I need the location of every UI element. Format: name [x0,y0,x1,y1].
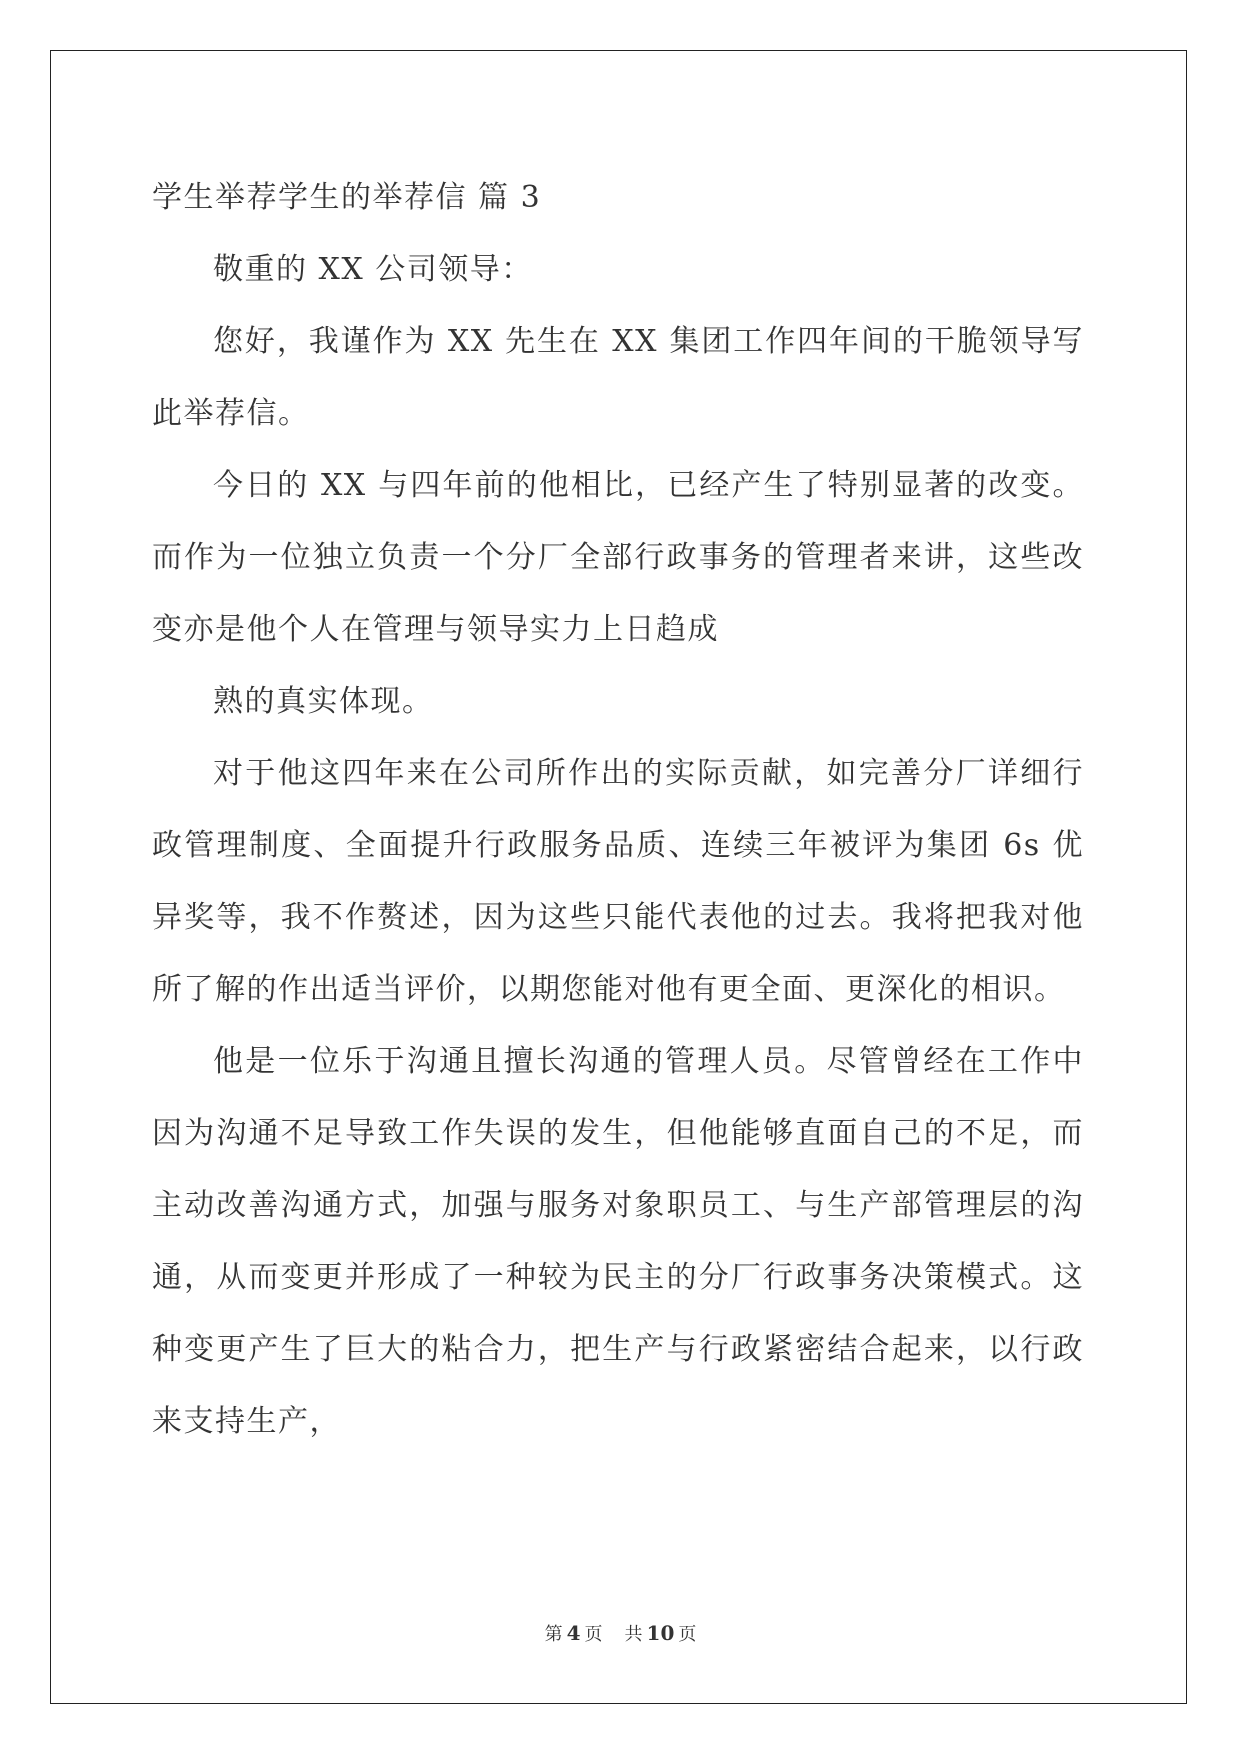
footer-page-number: 4 [566,1621,581,1645]
footer-total-pages: 10 [646,1621,675,1645]
footer-total-prefix: 共 [624,1624,643,1645]
document-body [152,162,1084,1458]
footer-prefix: 第 [544,1624,563,1645]
footer-total-suffix: 页 [678,1624,697,1645]
paragraph-communication: 他是一位乐于沟通且擅长沟通的管理人员。尽管曾经在工作中因为沟通不足导致工作失误的发生，但他能够直面自己的不足，而主动改善沟通方式，加强与服务对象职员工、与生产部管理层的沟通，从而变更并形成了一种较为民主的分厂行政事务决策模式。这种变更产生了巨大的粘合力，把生产与行政紧密结合起来，以行政来支持生产， [152,1044,1084,1439]
paragraph-change: 今日的 XX 与四年前的他相比，已经产生了特别显著的改变。而作为一位独立负责一个分厂全部行政事务的管理者来讲，这些改变亦是他个人在管理与领导实力上日趋成 [152,468,1084,647]
paragraph-salutation: 敬重的 XX 公司领导： [213,252,533,287]
footer-page-suffix: 页 [584,1624,603,1645]
paragraph-mature: 熟的真实体现。 [213,684,434,719]
paragraph-greeting: 您好，我谨作为 XX 先生在 XX 集团工作四年间的干脆领导写此举荐信。 [152,324,1084,431]
paragraph-contribution: 对于他这四年来在公司所作出的实际贡献，如完善分厂详细行政管理制度、全面提升行政服务品质、连续三年被评为集团 6s 优异奖等，我不作赘述，因为这些只能代表他的过去。我将把我对他所了解的作出适当评价，以期您能对他有更全面、更深化的相识。 [152,756,1084,1007]
document-title: 学生举荐学生的举荐信 篇 3 [152,180,542,215]
page-footer [0,1620,1241,1646]
